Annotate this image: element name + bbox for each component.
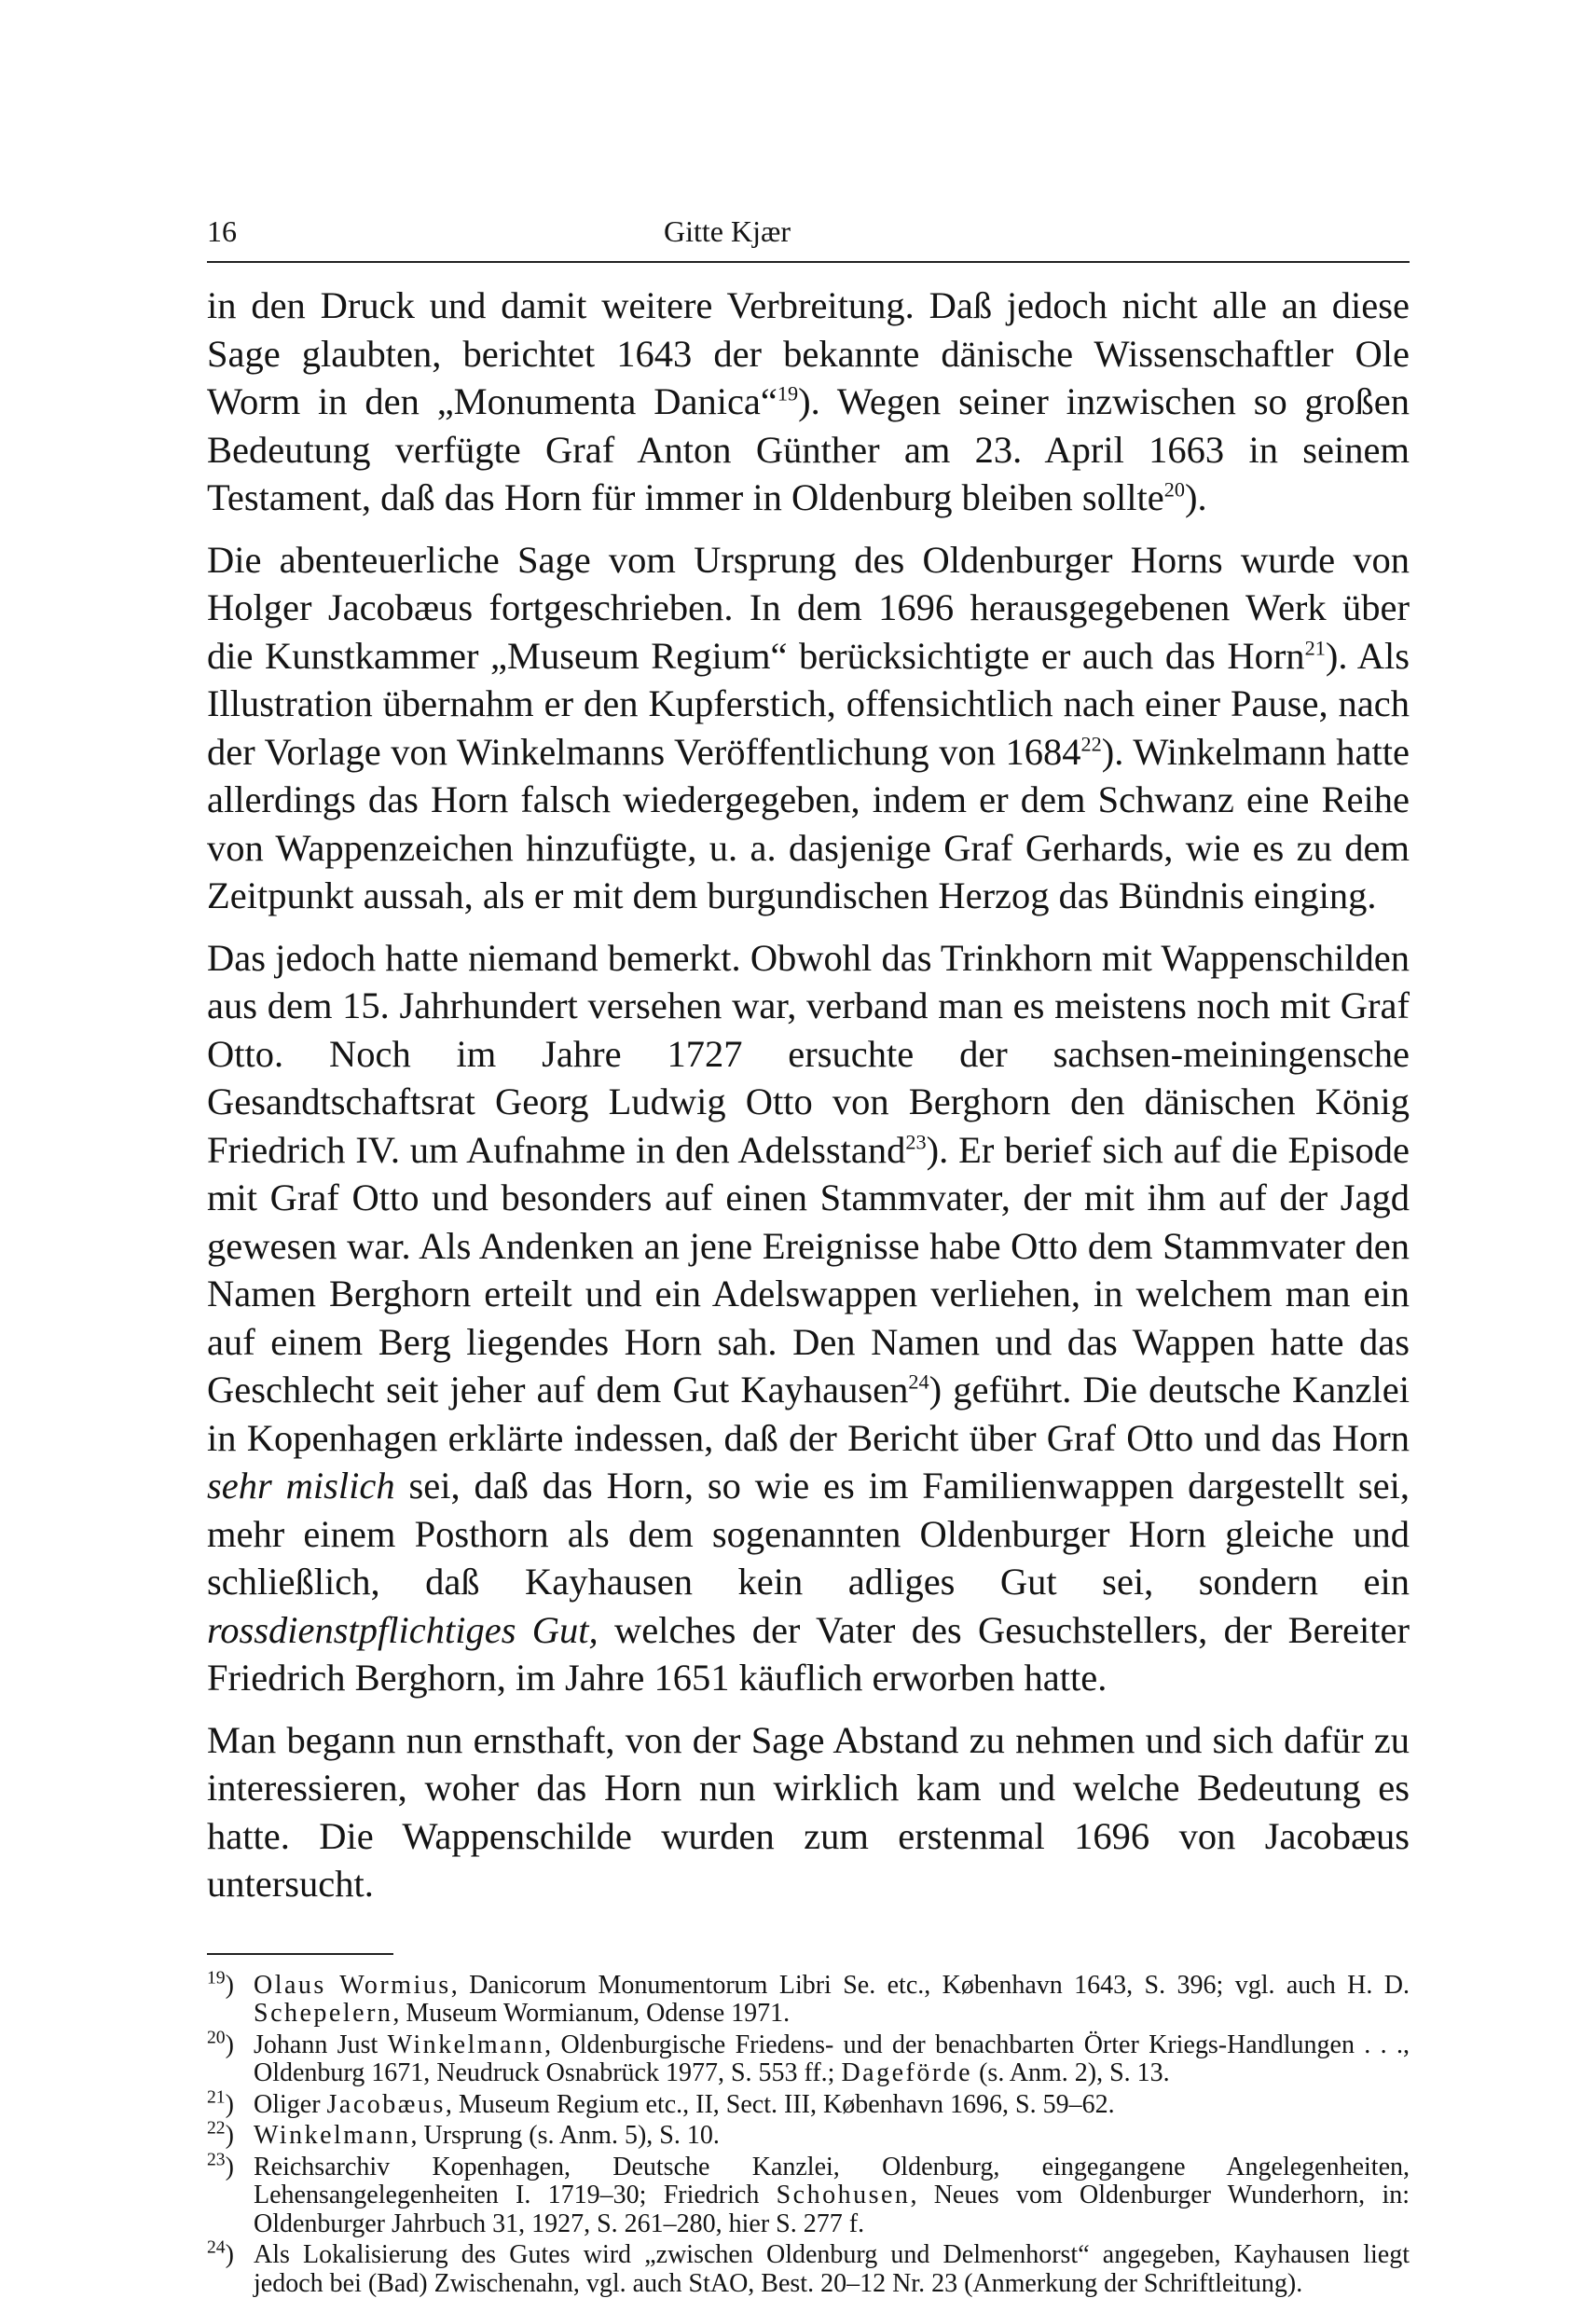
- footnote-number: 23: [207, 2150, 226, 2170]
- footnote-number: 19: [207, 1968, 226, 1989]
- footnote-number: 24: [207, 2237, 226, 2258]
- author-name: Jacobæus: [326, 2089, 446, 2119]
- author-name: Winkelmann: [387, 2030, 545, 2059]
- footnote-ref[interactable]: 23: [905, 1130, 927, 1153]
- body-paragraph-4: Man begann nun ernsthaft, von der Sage Abstand zu nehmen und sich dafür zu interessieren, woher das Horn nun wirklich kam und welche Bedeutung es hatte. Die Wappenschilde wurden zum erstenmal 1696 von Jacobæus untersucht.: [207, 1718, 1410, 1905]
- footnote-ref[interactable]: 20: [1163, 477, 1185, 502]
- footnote-23: $^{23}$) Reichsarchiv Kopenhagen, Deutsche Kanzlei, Oldenburg, eingegangene Angelegenheiten, Lehensangelegenheiten I. 1719–30; Friedrich Schohusen, Neues vom Oldenburger Wunderhorn, in: Oldenburger Jahrbuch 31, 1927, S. 261–280, hier S. 277 f.: [207, 2150, 1410, 2238]
- footnote-24: $^{24}$) Als Lokalisierung des Gutes wird „zwischen Oldenburg und Delmenhorst“ angegeben, Kayhausen liegt jedoch bei (Bad) Zwischenahn, vgl. auch StAO, Best. 20–12 Nr. 23 (Anmerkung der Schriftleitung).: [207, 2237, 1410, 2298]
- body-paragraph-2: Die abenteuerliche Sage vom Ursprung des Oldenburger Horns wurde von Holger Jacobæus fortgeschrieben. In dem 1696 herausgegebenen Werk über die Kunstkammer „Museum Regium“ berücksichtigte er auch das Horn$^{21}$). Als Illustration übernahm er den Kupferstich, offensichtlich nach einer Pause, nach der Vorlage von Winkelmanns Veröffentlichung von 1684$^{22}$). Winkelmann hatte allerdings das Horn falsch wiedergegeben, indem er dem Schwanz eine Reihe von Wappenzeichen hinzufügte, u. a. dasjenige Graf Gerhards, wie es zu dem Zeitpunkt aussah, als er mit dem burgundischen Herzog das Bündnis einging.: [207, 538, 1410, 916]
- footnote-divider: [207, 1953, 393, 1955]
- footnote-number: 21: [207, 2087, 226, 2108]
- footnote-ref[interactable]: 24: [908, 1369, 929, 1394]
- footnote-20: $^{20}$) Johann Just Winkelmann, Oldenburgische Friedens- und der benachbarten Örter Kriegs-Handlungen . . ., Oldenburg 1671, Neudruck Osnabrück 1977, S. 553 ff.; Dageförde (s. Anm. 2), S. 13.: [207, 2028, 1410, 2087]
- running-head: [207, 214, 1410, 263]
- author-name: Schohusen: [776, 2181, 911, 2209]
- footnote-ref[interactable]: 19: [777, 381, 799, 406]
- body-paragraph-1: in den Druck und damit weitere Verbreitung. Daß jedoch nicht alle an diese Sage glaubten, berichtet 1643 der bekannte dänische Wissenschaftler Ole Worm in den „Monumenta Danica“$^{19}$). Wegen seiner inzwischen so großen Bedeutung verfügte Graf Anton Günther am 23. April 1663 in seinem Testament, daß das Horn für immer in Oldenburg bleiben sollte$^{20}$).: [207, 284, 1410, 518]
- footnote-ref[interactable]: 22: [1080, 732, 1102, 755]
- author-name: Schepelern: [254, 1999, 393, 2028]
- footnote-22: $^{22}$) Winkelmann, Ursprung (s. Anm. 5), S. 10.: [207, 2118, 720, 2150]
- author-name: Dageförde: [841, 2058, 973, 2087]
- italic-phrase: rossdienstpflichtiges Gut,: [207, 1608, 598, 1651]
- page-number: 16: [207, 214, 237, 248]
- footnote-19: $^{19}$) Olaus Wormius, Danicorum Monumentorum Libri Se. etc., København 1643, S. 396; vgl. auch H. D. Schepelern, Museum Wormianum, Odense 1971.: [207, 1968, 1410, 2028]
- footnote-number: 20: [207, 2028, 226, 2048]
- running-head-author: Gitte Kjær: [664, 214, 791, 248]
- footnote-number: 22: [207, 2118, 226, 2139]
- author-name: Winkelmann: [254, 2121, 411, 2150]
- body-paragraph-3: Das jedoch hatte niemand bemerkt. Obwohl das Trinkhorn mit Wappenschilden aus dem 15. Jahrhundert versehen war, verband man es meistens noch mit Graf Otto. Noch im Jahre 1727 ersuchte der sachsen-meiningensche Gesandtschaftsrat Georg Ludwig Otto von Berghorn den dänischen König Friedrich IV. um Aufnahme in den Adelsstand$^{23}$). Er berief sich auf die Episode mit Graf Otto und besonders auf einen Stammvater, der mit ihm auf der Jagd gewesen war. Als Andenken an jene Ereignisse habe Otto dem Stammvater den Namen Berghorn erteilt und ein Adelswappen verliehen, in welchem man ein auf einem Berg liegendes Horn sah. Den Namen und das Wappen hatte das Geschlecht seit jeher auf dem Gut Kayhausen$^{24}$) geführt. Die deutsche Kanzlei in Kopenhagen erklärte indessen, daß der Bericht über Graf Otto und das Horn sehr mislich sei, daß das Horn, so wie es im Familienwappen dargestellt sei, mehr einem Posthorn als dem sogenannten Oldenburger Horn gleiche und schließlich, daß Kayhausen kein adliges Gut sei, sondern ein rossdienstpflichtiges Gut, welches der Vater des Gesuchstellers, der Bereiter Friedrich Berghorn, im Jahre 1651 käuflich erworben hatte.: [207, 936, 1410, 1699]
- author-name: Olaus Wormius: [254, 1970, 451, 2000]
- document-page: [207, 214, 1410, 2301]
- footnote-21: $^{21}$) Oliger Jacobæus, Museum Regium etc., II, Sect. III, København 1696, S. 59–62.: [207, 2087, 1115, 2119]
- footnotes: [207, 1968, 1410, 2299]
- italic-phrase: sehr mislich: [207, 1465, 395, 1507]
- footnote-ref[interactable]: 21: [1304, 636, 1326, 659]
